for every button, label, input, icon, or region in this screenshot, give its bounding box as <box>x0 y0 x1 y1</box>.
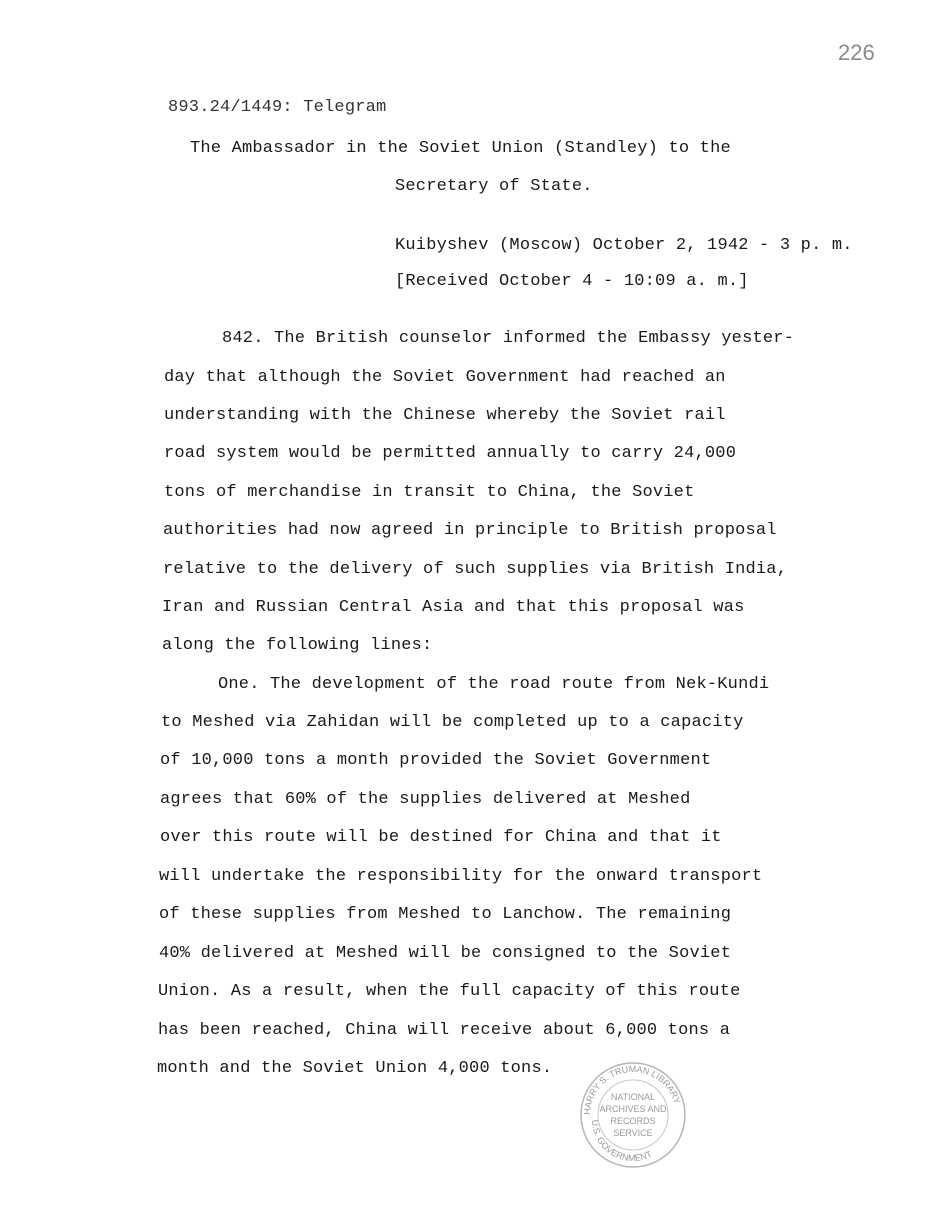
paragraph-line: 40% delivered at Meshed will be consigned to the Soviet <box>159 944 732 963</box>
paragraph-line: relative to the delivery of such supplies via British India, <box>163 560 788 579</box>
paragraph-line: over this route will be destined for China and that it <box>160 828 722 847</box>
stamp-center-line: RECORDS <box>610 1116 656 1126</box>
paragraph-line: authorities had now agreed in principle to British proposal <box>163 521 777 540</box>
paragraph-line: has been reached, China will receive about 6,000 tons a <box>158 1021 731 1040</box>
paragraph-line: to Meshed via Zahidan will be completed up to a capacity <box>161 713 744 732</box>
paragraph-line: of 10,000 tons a month provided the Soviet Government <box>160 751 712 770</box>
paragraph-line: agrees that 60% of the supplies delivered at Meshed <box>160 790 691 809</box>
paragraph-line: Union. As a result, when the full capacity of this route <box>158 982 741 1001</box>
paragraph-line: tons of merchandise in transit to China, the Soviet <box>164 483 695 502</box>
paragraph-line: understanding with the Chinese whereby the Soviet rail <box>164 406 726 425</box>
stamp-center-line: SERVICE <box>613 1128 653 1138</box>
heading-line-1: The Ambassador in the Soviet Union (Standley) to the <box>190 139 731 158</box>
archive-stamp-icon <box>578 1060 688 1170</box>
dateline-sent: Kuibyshev (Moscow) October 2, 1942 - 3 p. m. <box>395 236 853 255</box>
paragraph-line: month and the Soviet Union 4,000 tons. <box>157 1059 553 1078</box>
paragraph-line: Iran and Russian Central Asia and that this proposal was <box>162 598 745 617</box>
dateline-received: [Received October 4 - 10:09 a. m.] <box>395 272 749 291</box>
stamp-center-line: ARCHIVES AND <box>599 1104 667 1114</box>
paragraph-line: road system would be permitted annually to carry 24,000 <box>164 444 737 463</box>
paragraph-line: day that although the Soviet Government had reached an <box>164 368 726 387</box>
page-number: 226 <box>838 40 875 65</box>
paragraph-line: One. The development of the road route from Nek-Kundi <box>218 675 770 694</box>
heading-line-2: Secretary of State. <box>395 177 593 196</box>
paragraph-line: along the following lines: <box>162 636 433 655</box>
file-reference: 893.24/1449: Telegram <box>168 98 387 117</box>
paragraph-line: 842. The British counselor informed the Embassy yester- <box>222 329 795 348</box>
stamp-bottom-text: U.S. GOVERNMENT <box>589 1119 654 1164</box>
stamp-ring-text: HARRY S. TRUMAN LIBRARY <box>581 1063 683 1116</box>
paragraph-line: will undertake the responsibility for the onward transport <box>159 867 763 886</box>
paragraph-line: of these supplies from Meshed to Lanchow. The remaining <box>159 905 732 924</box>
stamp-center-line: NATIONAL <box>610 1092 656 1102</box>
